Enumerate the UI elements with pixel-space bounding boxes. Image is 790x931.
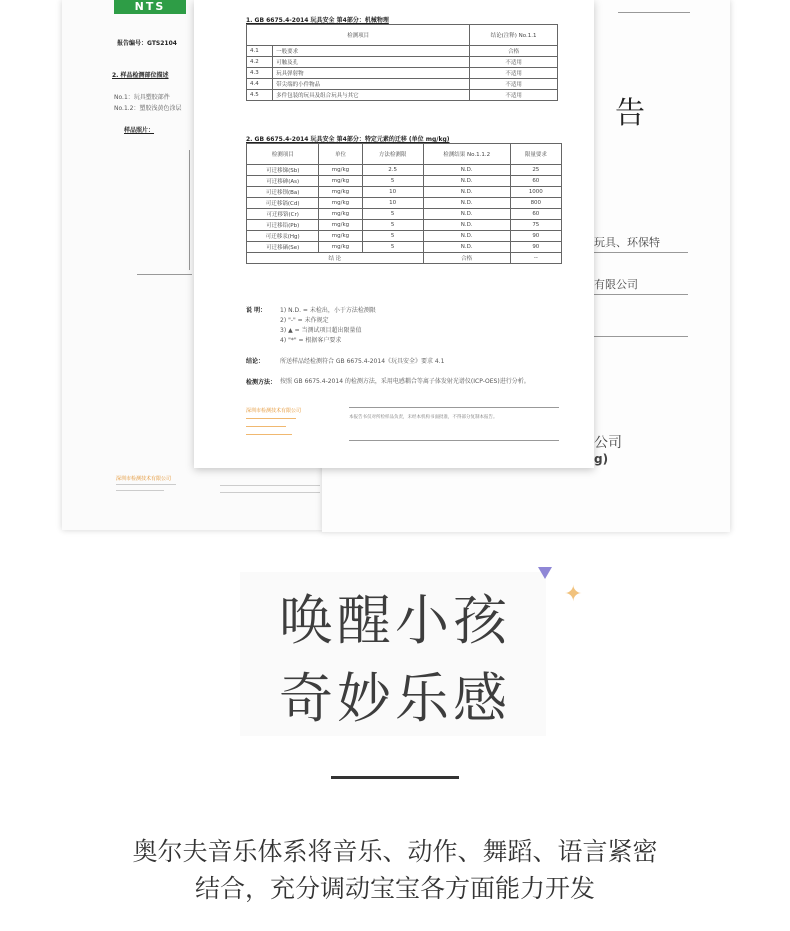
stamp-line <box>116 484 176 485</box>
description-line-2: 结合，充分调动宝宝各方面能力开发 <box>194 874 595 903</box>
description-line-1: 奥尔夫音乐体系将音乐、动作、舞蹈、语言紧密 <box>132 837 658 866</box>
right-header-line <box>618 12 690 13</box>
right-field-1: 玩具、环保特 <box>594 236 660 249</box>
center-report-page <box>194 0 594 468</box>
table-row: 可迁移铅(Pb) mg/kg 5 N.D. 75 <box>247 220 562 231</box>
right-field-4: g) <box>594 452 609 466</box>
left-footer-line <box>220 492 320 493</box>
stamp-line <box>246 418 296 419</box>
right-field-2: 有限公司 <box>594 278 638 291</box>
left-item-2: No.1.2：塑胶浅黄色涂层 <box>114 105 182 112</box>
t2-header-result: 检测结果 No.1.1.2 <box>423 144 510 165</box>
photo-frame-bottom <box>137 274 192 275</box>
t1-header-result: 结论(注释) No.1.1 <box>470 25 558 46</box>
photo-frame-line <box>189 150 190 270</box>
note-2: 2) "-" = 未作规定 <box>280 317 329 324</box>
conclusion-text: 所送样品经检测符合 GB 6675.4-2014《玩具安全》要求 4.1 <box>280 358 445 365</box>
table-row: 4.1 一般要求 合格 <box>247 46 558 57</box>
elements-test-table <box>246 143 562 264</box>
stamp-line <box>246 434 292 435</box>
right-field-2-line <box>594 294 688 295</box>
t1-header-item: 检测项目 <box>247 25 470 46</box>
left-item-1: No.1：玩具塑胶部件 <box>114 94 170 101</box>
left-stamp: 深圳市检测技术有限公司 <box>116 476 172 482</box>
center-section-1: 1. GB 6675.4-2014 玩具安全 第4部分：机械物理 <box>246 17 389 24</box>
table-row: 可迁移锑(Sb) mg/kg 2.5 N.D. 25 <box>247 165 562 176</box>
t2-header-item: 检测项目 <box>247 144 319 165</box>
left-section-title: 2. 样品检测部位描述 <box>112 72 169 79</box>
table-row: 4.2 可触及孔 不适用 <box>247 57 558 68</box>
note-4: 4) "*" = 根据客户要求 <box>280 337 342 344</box>
method-label: 检测方法： <box>246 379 277 386</box>
table-row: 可迁移硒(Se) mg/kg 5 N.D. 90 <box>247 242 562 253</box>
t2-header-req: 限量要求 <box>510 144 561 165</box>
note-1: 1) N.D. = 未检出，小于方法检测限 <box>280 307 376 314</box>
headline-line-1: 唤醒小孩 <box>279 589 511 652</box>
footer-top-line <box>349 407 559 408</box>
headline-line-2: 奇妙乐感 <box>279 667 511 730</box>
method-text: 按照 GB 6675.4-2014 的检测方法，采用电感耦合等离子体发射光谱仪(ICP-OES)进行分析。 <box>280 378 530 385</box>
center-section-2: 2. GB 6675.4-2014 玩具安全 第4部分：特定元素的迁移 (单位 mg/kg) <box>246 136 450 143</box>
table-row-total: 结 论 合格 -- <box>247 253 562 264</box>
photo-label: 样品照片： <box>124 127 155 134</box>
report-title-char: 告 <box>615 96 645 131</box>
note-3: 3) ▲ = 当测试项目超出限量值 <box>280 327 362 334</box>
table-row: 可迁移铬(Cr) mg/kg 5 N.D. 60 <box>247 209 562 220</box>
right-field-3-line <box>594 336 688 337</box>
stamp-line <box>246 426 286 427</box>
table-row: 可迁移砷(As) mg/kg 5 N.D. 60 <box>247 176 562 187</box>
table-row: 可迁移镉(Cd) mg/kg 10 N.D. 800 <box>247 198 562 209</box>
report-number: 报告编号：GTS2104 <box>117 40 177 47</box>
center-footer: 本报告书仅对所检样品负责，未经本机构书面批准，不得部分复制本报告。 <box>349 415 498 420</box>
notes-label: 说 明： <box>246 307 267 314</box>
table-row: 可迁移汞(Hg) mg/kg 5 N.D. 90 <box>247 231 562 242</box>
conclusion-label: 结论： <box>246 358 265 365</box>
stamp-line <box>116 490 164 491</box>
table-row: 4.3 玩具弹射物 不适用 <box>247 68 558 79</box>
right-field-1-line <box>594 252 688 253</box>
center-stamp: 深圳市检测技术有限公司 <box>246 408 302 414</box>
t2-header-limit: 方法检测限 <box>362 144 423 165</box>
footer-bottom-line <box>349 440 559 441</box>
right-field-3: 公司 <box>594 435 622 451</box>
table-row: 4.5 多件包装的玩具及组合玩具与其它 不适用 <box>247 90 558 101</box>
section-divider <box>331 776 459 779</box>
report-logo: NTS <box>114 0 186 14</box>
t2-header-unit: 单位 <box>319 144 362 165</box>
table-row: 可迁移钡(Ba) mg/kg 10 N.D. 1000 <box>247 187 562 198</box>
left-footer-line <box>220 485 320 486</box>
sparkle-star-icon: ✦ <box>564 582 583 607</box>
mechanical-test-table <box>246 24 558 101</box>
table-row: 4.4 带尖端的小件物品 不适用 <box>247 79 558 90</box>
